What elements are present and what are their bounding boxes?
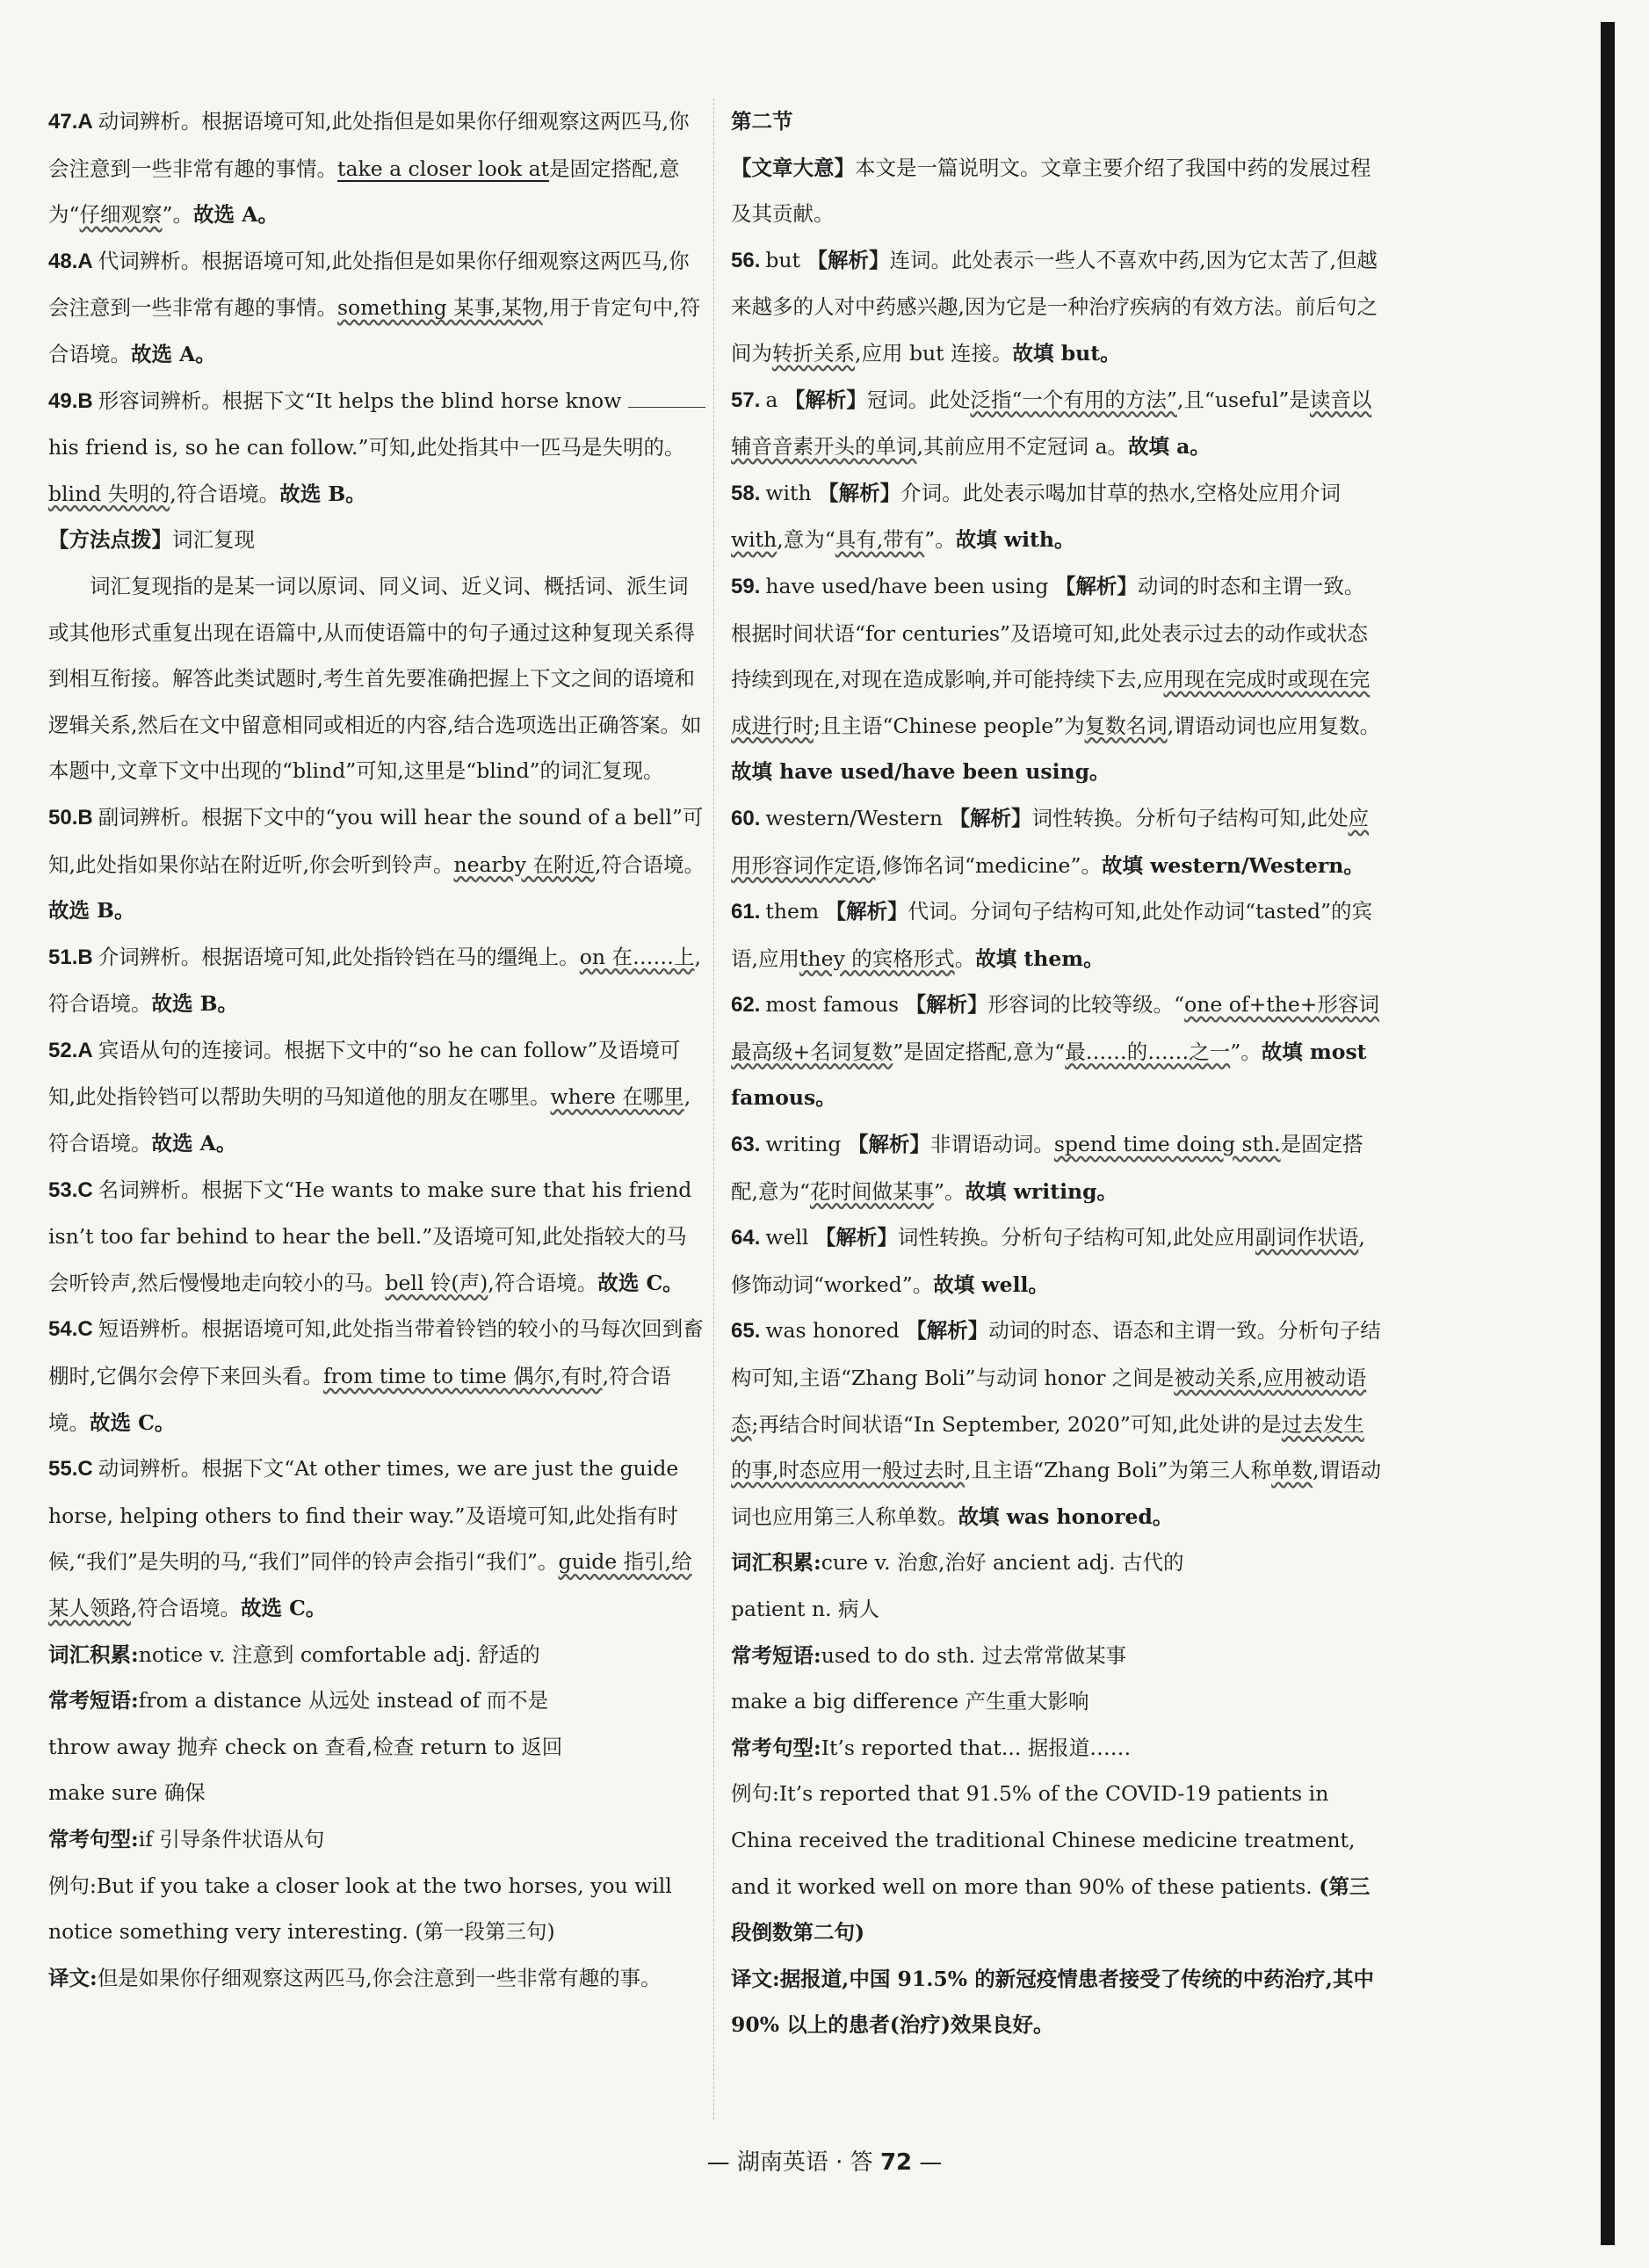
column-divider bbox=[713, 98, 714, 2119]
answer-55: 55.C 动词辨析。根据下文“At other times, we are just the guide horse, helping others to find their way.”及语境可知,此处指有时候,“我们”是失明的马,“我们”同伴的铃声会指引“我们”。guide 指引,给某人领路,符合语境。故选 C。 bbox=[48, 1456, 692, 1620]
common-phrases-2-line2: make a big difference 产生重大影响 bbox=[731, 1689, 1089, 1714]
translation-2: 译文:据报道,中国 91.5% 的新冠疫情患者接受了传统的中药治疗,其中 90% 以上的患者(治疗)效果良好。 bbox=[731, 1966, 1374, 2038]
vocab-accumulation: 词汇积累:notice v. 注意到 comfortable adj. 舒适的 bbox=[48, 1641, 540, 1667]
common-phrases-2: 常考短语:used to do sth. 过去常常做某事 bbox=[731, 1642, 1127, 1668]
common-sentence-pattern: 常考句型:if 引导条件状语从句 bbox=[48, 1826, 325, 1851]
page-number: 72 bbox=[879, 2149, 913, 2176]
example-sentence-2: 例句:It’s reported that 91.5% of the COVID-19 patients in China received the traditional Chinese medicine treatment, and it worked well on more than 90% of these patients. (第三段倒数第二句) bbox=[731, 1781, 1371, 1946]
answer-53: 53.C 名词辨析。根据下文“He wants to make sure that his friend isn’t too far behind to hear the bell.”及语境可知,此处指较大的马会听铃声,然后慢慢地走向较小的马。bell 铃(声),符合语境。故选 C。 bbox=[48, 1177, 692, 1295]
common-sentence-pattern-2: 常考句型:It’s reported that... 据报道…… bbox=[731, 1735, 1132, 1760]
right-column bbox=[731, 98, 1383, 2048]
answer-56: 56. but 【解析】连词。此处表示一些人不喜欢中药,因为它太苦了,但越来越多的人对中药感兴趣,因为它是一种治疗疾病的有效方法。前后句之间为转折关系,应用 but 连接。故填 but。 bbox=[731, 247, 1378, 366]
answer-51: 51.B 介词辨析。根据语境可知,此处指铃铛在马的缰绳上。on 在……上,符合语境。故选 B。 bbox=[48, 944, 701, 1017]
section-title: 第二节 bbox=[731, 109, 793, 134]
fill-blank bbox=[628, 406, 705, 408]
answer-62: 62. most famous 【解析】形容词的比较等级。“one of+the+形容词最高级+名词复数”是固定搭配,意为“最……的……之一”。故填 most famous。 bbox=[731, 992, 1379, 1111]
answer-59: 59. have used/have been using 【解析】动词的时态和主谓一致。根据时间状语“for centuries”及语境可知,此处表示过去的动作或状态持续到现在,对现在造成影响,并可能持续下去,应用现在完成时或现在完成进行时;且主语“Chinese people”为复数名词,谓语动词也应用复数。故填 have used/have been using。 bbox=[731, 573, 1381, 785]
page-footer: — 湖南英语 · 答 72 — bbox=[706, 2149, 943, 2176]
answer-60: 60. western/Western 【解析】词性转换。分析句子结构可知,此处应用形容词作定语,修饰名词“medicine”。故填 western/Western。 bbox=[731, 805, 1369, 878]
answer-64: 64. well 【解析】词性转换。分析句子结构可知,此处应用副词作状语,修饰动词“worked”。故填 well。 bbox=[731, 1225, 1365, 1297]
answer-48: 48.A 代词辨析。根据语境可知,此处指但是如果你仔细观察这两匹马,你会注意到一些非常有趣的事情。something 某事,某物,用于肯定句中,符合语境。故选 A。 bbox=[48, 248, 701, 366]
page-edge-shadow bbox=[1601, 22, 1615, 2245]
answer-50: 50.B 副词辨析。根据下文中的“you will hear the sound of a bell”可知,此处指如果你站在附近听,你会听到铃声。nearby 在附近,符合语境。故选 B。 bbox=[48, 804, 705, 924]
answer-57: 57. a 【解析】冠词。此处泛指“一个有用的方法”,且“useful”是读音以辅音音素开头的单词,其前应用不定冠词 a。故填 a。 bbox=[731, 387, 1372, 460]
answer-63: 63. writing 【解析】非谓语动词。spend time doing sth.是固定搭配,意为“花时间做某事”。故填 writing。 bbox=[731, 1132, 1363, 1204]
answer-54: 54.C 短语辨析。根据语境可知,此处指当带着铃铛的较小的马每次回到畜棚时,它偶尔会停下来回头看。from time to time 偶尔,有时,符合语境。故选 C。 bbox=[48, 1316, 704, 1435]
vocab-accumulation-2: 词汇积累:cure v. 治愈,治好 ancient adj. 古代的 bbox=[731, 1550, 1184, 1576]
common-phrases-line3: make sure 确保 bbox=[48, 1780, 206, 1806]
answer-47: 47.A 动词辨析。根据语境可知,此处指但是如果你仔细观察这两匹马,你会注意到一些非常有趣的事情。take a closer look at是固定搭配,意为“仔细观察”。故选 A。 bbox=[48, 109, 690, 228]
answer-58: 58. with 【解析】介词。此处表示喝加甘草的热水,空格处应用介词with,意为“具有,带有”。故填 with。 bbox=[731, 480, 1342, 553]
article-summary: 【文章大意】本文是一篇说明文。文章主要介绍了我国中药的发展过程及其贡献。 bbox=[731, 155, 1371, 227]
answer-61: 61. them 【解析】代词。分词句子结构可知,此处作动词“tasted”的宾语,应用they 的宾格形式。故填 them。 bbox=[731, 899, 1373, 971]
translation: 译文:但是如果你仔细观察这两匹马,你会注意到一些非常有趣的事。 bbox=[48, 1965, 662, 1990]
answer-52: 52.A 宾语从句的连接词。根据下文中的“so he can follow”及语境可知,此处指铃铛可以帮助失明的马知道他的朋友在哪里。where 在哪里,符合语境。故选 A。 bbox=[48, 1037, 691, 1156]
method-tip: 【方法点拨】词汇复现 bbox=[48, 527, 255, 553]
example-sentence: 例句:But if you take a closer look at the two horses, you will notice something very interesting. (第一段第三句) bbox=[48, 1873, 672, 1945]
common-phrases: 常考短语:from a distance 从远处 instead of 而不是 bbox=[48, 1688, 549, 1714]
answer-65: 65. was honored 【解析】动词的时态、语态和主谓一致。分析句子结构可知,主语“Zhang Boli”与动词 honor 之间是被动关系,应用被动语态;再结合时间状语“In September, 2020”可知,此处讲的是过去发生的事,时态应用一般过去时,且主语“Zhang Boli”为第三人称单数,谓语动词也应用第三人称单数。故填 was honored。 bbox=[731, 1318, 1382, 1529]
method-tip-body: 词汇复现指的是某一词以原词、同义词、近义词、概括词、派生词或其他形式重复出现在语篇中,从而使语篇中的句子通过这种复现关系得到相互衔接。解答此类试题时,考生首先要准确把握上下文之间的语境和逻辑关系,然后在文中留意相同或相近的内容,结合选项选出正确答案。如本题中,文章下文中出现的“blind”可知,这里是“blind”的词汇复现。 bbox=[48, 573, 702, 784]
answer-49: 49.B 形容词辨析。根据下文“It helps the blind horse know his friend is, so he can follow.”可知,此处指其中一匹马是失明的。blind 失明的,符合语境。故选 B。 bbox=[48, 378, 705, 518]
vocab-accumulation-2-line2: patient n. 病人 bbox=[731, 1597, 880, 1621]
common-phrases-line2: throw away 抛弃 check on 查看,检查 return to 返回 bbox=[48, 1734, 563, 1759]
left-column bbox=[48, 98, 705, 2001]
